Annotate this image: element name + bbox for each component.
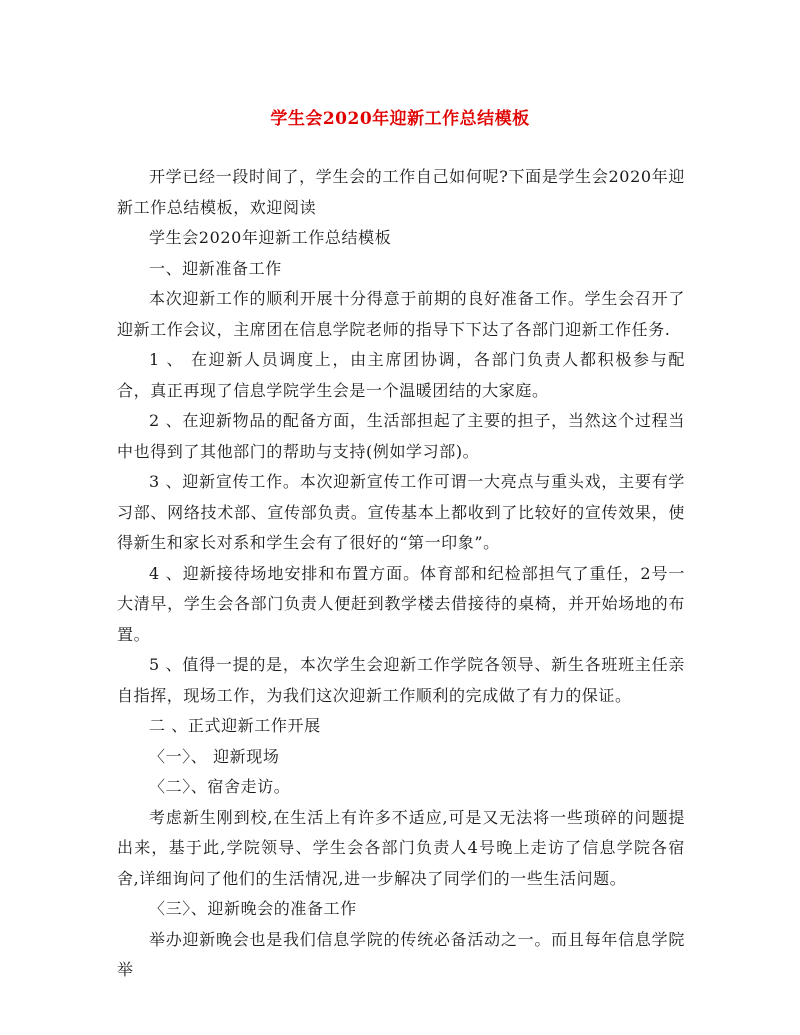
section-heading-preparation: 一、迎新准备工作 xyxy=(149,258,282,278)
subsection-heading-2: 〈二〉、宿舍走访。 xyxy=(149,777,291,796)
document-title: 学生会2020年迎新工作总结模板 xyxy=(270,109,530,129)
subsection-heading-3: 〈三〉、迎新晚会的准备工作 xyxy=(149,899,357,918)
paragraph-intro: 开学已经一段时间了，学生会的工作自己如何呢?下面是学生会2020年迎新工作总结模板，欢迎阅读 xyxy=(117,167,685,217)
paragraph-preparation: 本次迎新工作的顺利开展十分得意于前期的良好准备工作。学生会召开了迎新工作会议，主席团在信息学院老师的指导下下达了各部门迎新工作任务. xyxy=(117,289,685,339)
list-item-2: 2 、在迎新物品的配备方面，生活部担起了主要的担子，当然这个过程当中也得到了其他部门的帮助与支持(例如学习部)。 xyxy=(117,411,685,461)
paragraph-dorm-visit: 考虑新生刚到校,在生活上有许多不适应,可是又无法将一些琐碎的问题提出来，基于此,学院领导、学生会各部门负责人4号晚上走访了信息学院各宿舍,详细询问了他们的生活情况,进一步解决了同学们的一些生活问题。 xyxy=(117,807,685,888)
list-item-5: 5 、值得一提的是，本次学生会迎新工作学院各领导、新生各班班主任亲自指挥，现场工作，为我们这次迎新工作顺利的完成做了有力的保证。 xyxy=(117,655,685,705)
list-item-1: 1 、 在迎新人员调度上，由主席团协调，各部门负责人都积极参与配合，真正再现了信息学院学生会是一个温暖团结的大家庭。 xyxy=(117,350,685,400)
paragraph-gala: 举办迎新晚会也是我们信息学院的传统必备活动之一。而且每年信息学院举 xyxy=(117,929,685,979)
section-heading-formal: 二 、正式迎新工作开展 xyxy=(149,716,321,735)
subsection-heading-1: 〈一〉、 迎新现场 xyxy=(149,746,280,766)
list-item-4: 4 、迎新接待场地安排和布置方面。体育部和纪检部担气了重任，2号一大清早，学生会各部门负责人便赶到教学楼去借接待的桌椅，并开始场地的布置。 xyxy=(117,563,685,644)
document-body xyxy=(117,162,685,986)
list-item-3: 3 、迎新宣传工作。本次迎新宣传工作可谓一大亮点与重头戏，主要有学习部、网络技术部、宣传部负责。宣传基本上都收到了比较好的宣传效果，使得新生和家长对系和学生会有了很好的“第一印象”。 xyxy=(117,472,685,552)
paragraph-subtitle: 学生会2020年迎新工作总结模板 xyxy=(149,228,392,247)
